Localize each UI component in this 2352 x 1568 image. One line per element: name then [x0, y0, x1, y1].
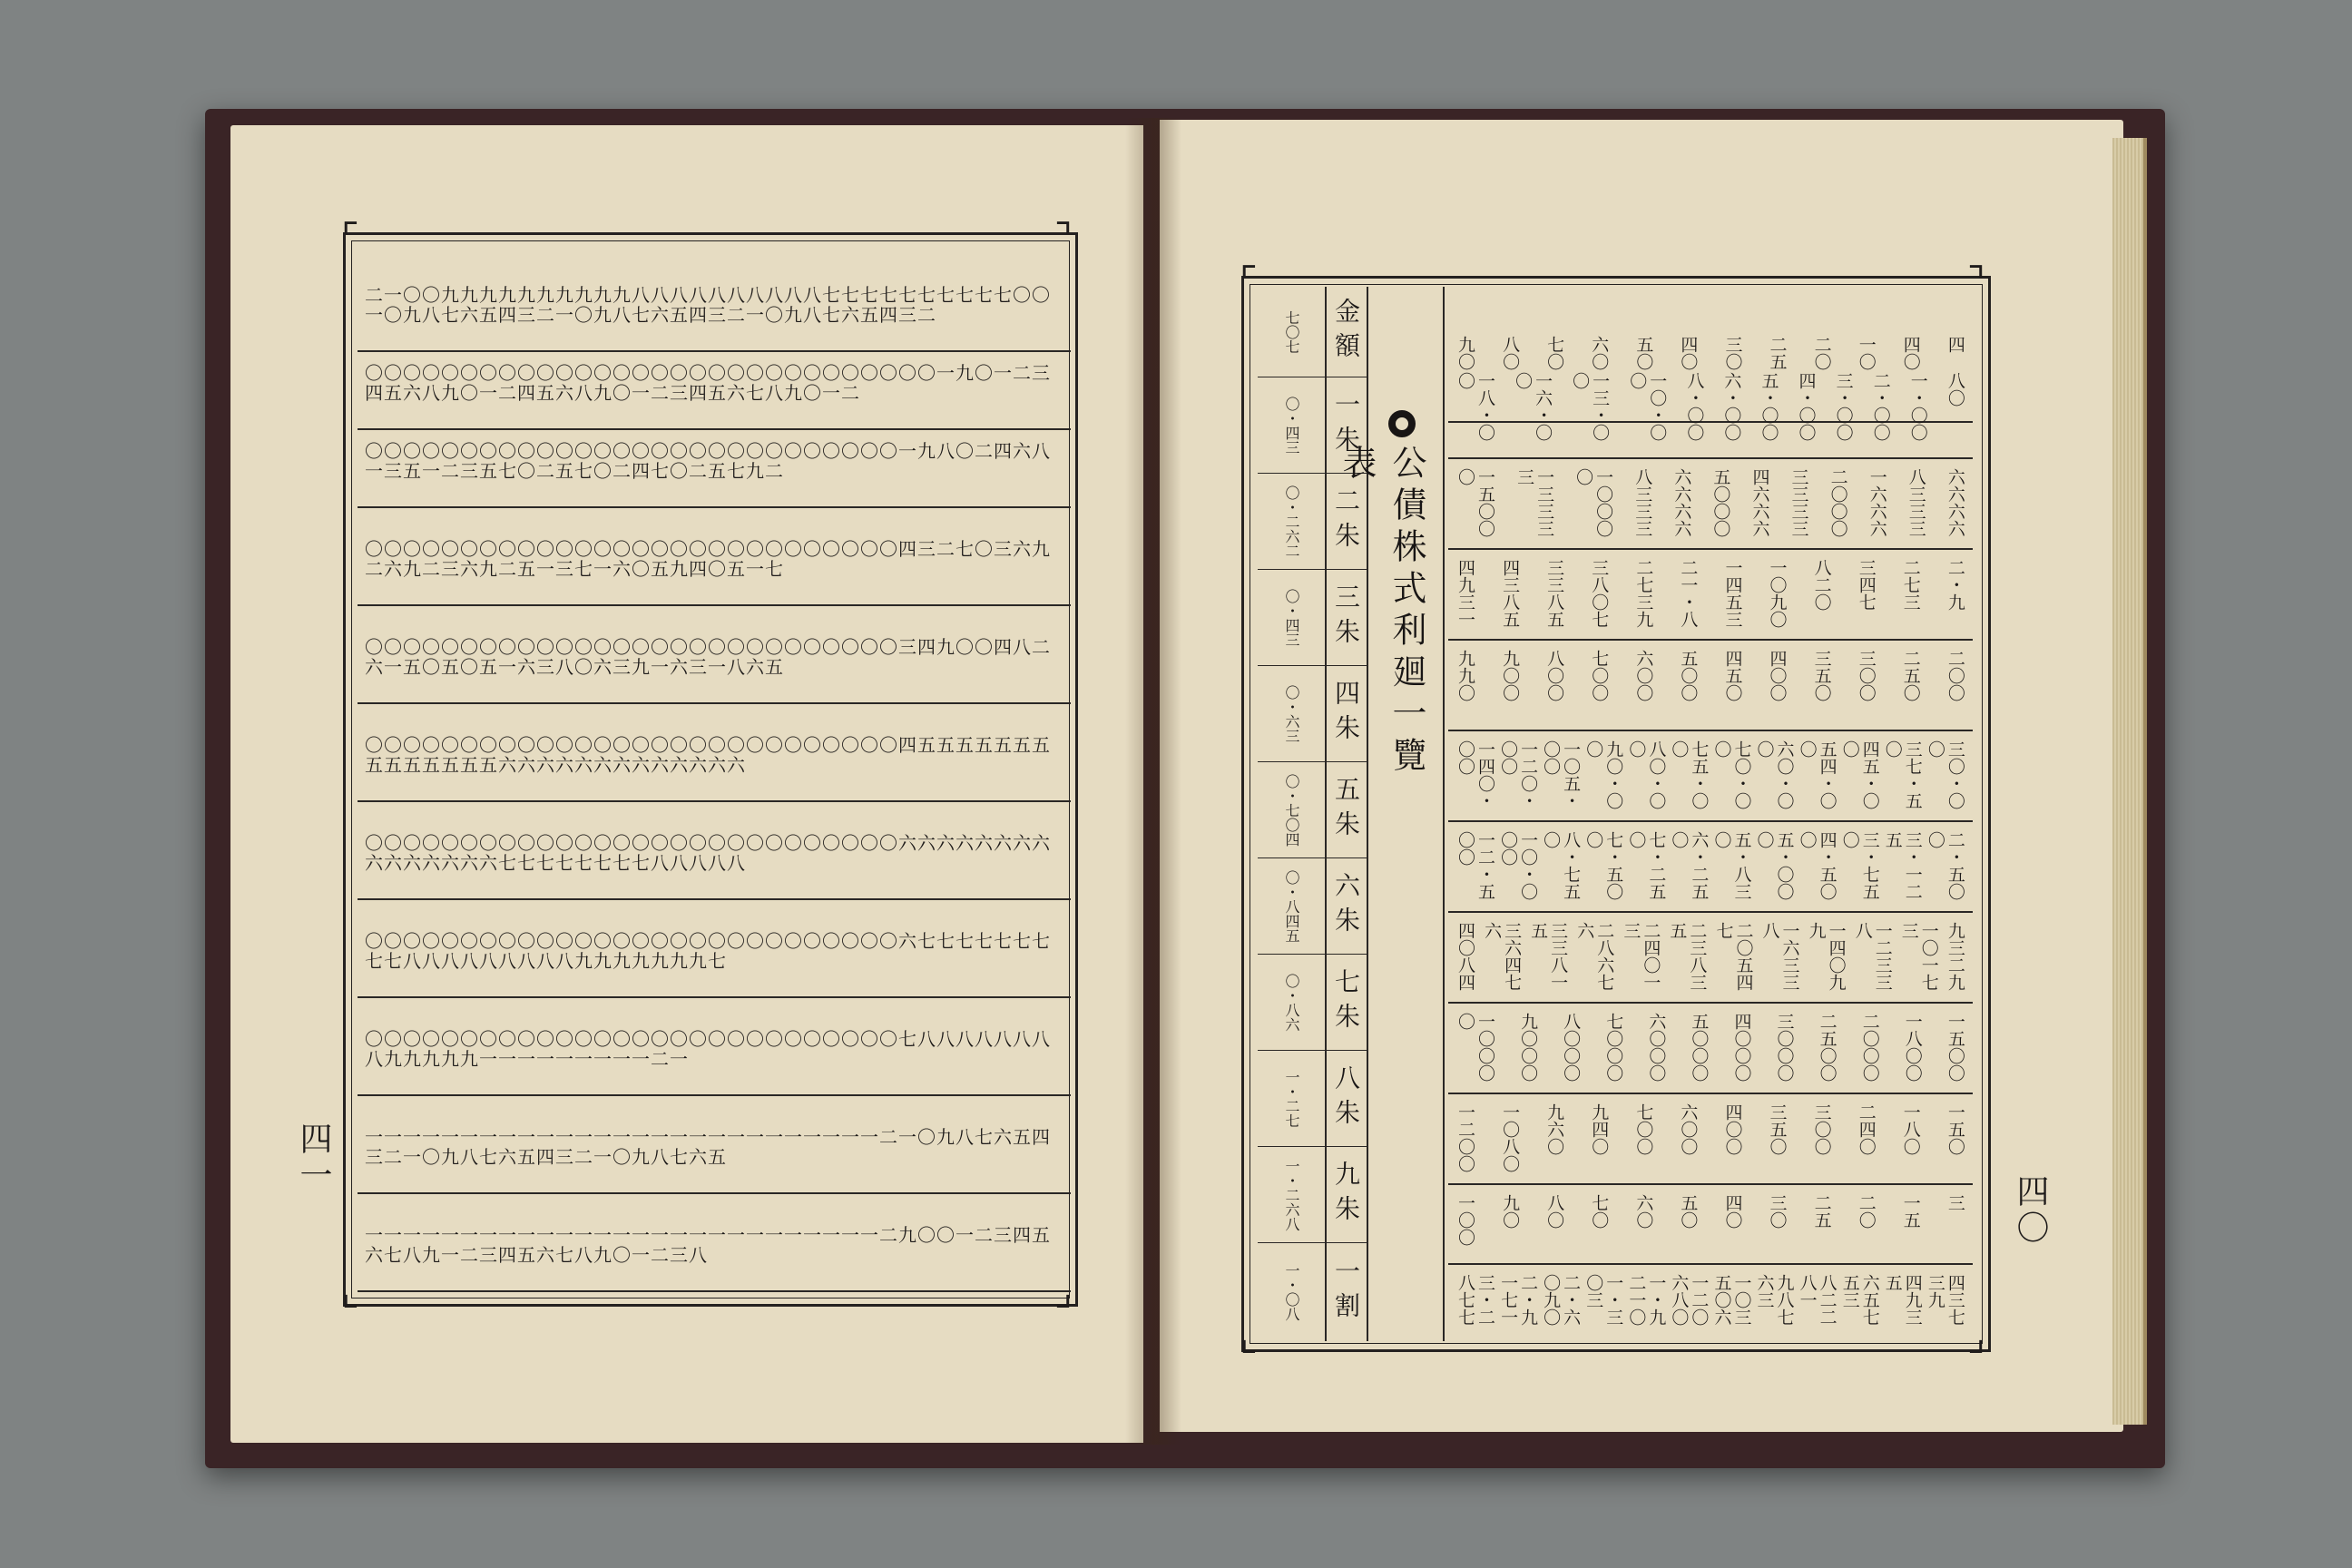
- yield-cell: 五〇〇: [1678, 650, 1699, 701]
- left-row-numbers: 一一一一一一一一一一一一一一一一一一一一一一一一一一一二九〇〇一二三四五六七八九一二三四五六七八九〇一二三八: [365, 1224, 1051, 1266]
- yield-cell: 一〇〇〇〇: [1455, 1013, 1495, 1082]
- yield-row: [1448, 1004, 1973, 1094]
- rate-label: 七朱: [1325, 955, 1367, 1051]
- yield-cell: 三〇〇〇: [1774, 1013, 1795, 1082]
- left-row-numbers: 〇〇〇〇〇〇〇〇〇〇〇〇〇〇〇〇〇〇〇〇〇〇〇〇〇〇〇〇三四九〇〇四八二六一五〇五〇五一六三八〇六三九一六三一八六五: [365, 636, 1051, 678]
- yield-cell: 二五〇〇: [1817, 1013, 1838, 1082]
- yield-row: [1448, 550, 1973, 641]
- yield-cell: 五〇〇〇: [1689, 1013, 1710, 1082]
- yield-cell: 六・二五〇: [1669, 831, 1710, 900]
- rate-value: 七〇七: [1258, 287, 1325, 377]
- rate-label: 二朱: [1325, 474, 1367, 570]
- yield-cell: 一四〇九九: [1806, 922, 1847, 991]
- ornament-corner-icon: ⌟: [1967, 1315, 1985, 1359]
- yield-cell: 七・二五〇: [1626, 831, 1667, 900]
- left-table-row: [358, 1016, 1071, 1096]
- book-gutter: [1125, 118, 1181, 1445]
- yield-cell: 七〇・〇〇: [1711, 740, 1752, 809]
- yield-cell: 八〇: [1945, 372, 1965, 407]
- yield-cell: 一二三三八: [1852, 922, 1893, 991]
- yield-cell: 五・〇〇〇: [1754, 831, 1795, 900]
- yield-cell: 四〇〇〇: [1731, 1013, 1752, 1082]
- yield-row: [1448, 459, 1973, 550]
- rate-label: 三朱: [1325, 570, 1367, 666]
- yield-cell: 二〇〇〇: [1859, 1013, 1880, 1082]
- yield-cell: 三・一二五: [1882, 831, 1923, 900]
- left-table-row: [358, 820, 1071, 900]
- yield-cell: 一〇・〇〇〇: [1498, 831, 1539, 900]
- rate-value: 一・〇八: [1283, 1263, 1300, 1321]
- yield-cell: 一〇三五〇六: [1711, 1274, 1752, 1326]
- yield-cell: 二〇〇〇: [1828, 468, 1848, 537]
- ornament-corner-icon: ⌝: [1054, 215, 1073, 260]
- rate-value: 一・二六八: [1258, 1147, 1325, 1243]
- yield-cell: 五〇: [1678, 1194, 1699, 1229]
- yield-cell: 一五〇〇〇: [1455, 468, 1495, 537]
- yield-cell: 五四・〇〇: [1797, 740, 1838, 809]
- yield-cell: 四九三一: [1455, 559, 1475, 628]
- yield-cell: 九三二九: [1945, 922, 1965, 991]
- yield-cell: 八三三三: [1906, 468, 1926, 537]
- yield-cell: 九〇・〇〇: [1583, 740, 1624, 809]
- yield-cell: 二四〇一三: [1621, 922, 1661, 991]
- yield-cell: 一〇八〇: [1500, 1103, 1521, 1172]
- yield-row: [1448, 1265, 1973, 1341]
- rate-label: 九朱: [1325, 1147, 1367, 1243]
- yield-cell: 二四〇: [1856, 1103, 1877, 1155]
- yield-cell: 一・九二一〇: [1626, 1274, 1667, 1326]
- yield-cell: 一八〇: [1900, 1103, 1921, 1155]
- yield-cell: 一二・五〇〇: [1455, 831, 1495, 900]
- yield-cell: 八〇: [1544, 1194, 1565, 1229]
- yield-cell: 一五: [1900, 1194, 1921, 1229]
- yield-cell: 四〇〇: [1767, 650, 1788, 701]
- rate-value: 〇・四三: [1258, 377, 1325, 474]
- yield-cell: 四五・〇〇: [1839, 740, 1880, 809]
- yield-row: [1448, 913, 1973, 1004]
- yield-cell: 二三八三五: [1667, 922, 1708, 991]
- left-row-numbers: 〇〇〇〇〇〇〇〇〇〇〇〇〇〇〇〇〇〇〇〇〇〇〇〇〇〇〇〇七八八八八八八八八九九九九九一一一一一一一一一二一: [365, 1028, 1051, 1070]
- yield-cell: 六〇: [1633, 1194, 1654, 1229]
- yield-cell: 六〇〇: [1633, 650, 1654, 701]
- yield-cell: 八〇〇: [1544, 650, 1565, 701]
- page-edges: [2112, 138, 2147, 1425]
- right-page-number: 四〇: [2012, 1174, 2049, 1247]
- yield-row: [1448, 731, 1973, 822]
- yield-cell: 二〇: [1811, 336, 1832, 370]
- yield-row: [1448, 641, 1973, 731]
- left-table-row: [358, 624, 1071, 704]
- yield-cell: 三・〇〇: [1833, 372, 1854, 441]
- yield-cell: 四〇: [1900, 336, 1921, 370]
- yield-cell: 一八〇〇: [1902, 1013, 1923, 1082]
- rate-value: 〇・六三: [1258, 666, 1325, 762]
- yield-cell: 五〇: [1633, 336, 1654, 370]
- yield-cell: 三六四七六: [1482, 922, 1523, 991]
- yield-cell: 六五七五三: [1839, 1274, 1880, 1326]
- left-table-row: [358, 428, 1071, 508]
- yield-cell: 二七三九: [1633, 559, 1654, 628]
- yield-cell: 八三三三: [1632, 468, 1653, 537]
- rate-value: 一・二七: [1258, 1051, 1325, 1147]
- yield-cell: 一二〇〇: [1455, 1103, 1475, 1172]
- yield-cell: 三三八一五: [1528, 922, 1569, 991]
- yield-cell: 八〇・〇〇: [1626, 740, 1667, 809]
- ornament-corner-icon: ⌜: [341, 215, 359, 260]
- yield-cell: 六〇・〇〇: [1754, 740, 1795, 809]
- yield-cell: 六六六六: [1671, 468, 1692, 537]
- yield-row: [1448, 822, 1973, 913]
- yield-row: [1448, 363, 1973, 459]
- yield-cell: 九八七六三: [1754, 1274, 1795, 1326]
- yield-cell: 四・五〇〇: [1797, 831, 1838, 900]
- yield-cell: 三八〇七: [1589, 559, 1610, 628]
- yield-cell: 一六・〇〇: [1513, 372, 1553, 441]
- yield-cell: 四: [1945, 336, 1965, 353]
- yield-cell: 七〇〇〇: [1603, 1013, 1624, 1082]
- ornament-corner-icon: ⌜: [1240, 259, 1258, 303]
- ornament-corner-icon: ⌝: [1967, 259, 1985, 303]
- yield-cell: 八〇: [1500, 336, 1521, 370]
- rate-value: 〇・八四五: [1258, 858, 1325, 955]
- left-row-numbers: 〇〇〇〇〇〇〇〇〇〇〇〇〇〇〇〇〇〇〇〇〇〇〇〇〇〇〇〇四三二七〇三六九二六九二三六九二五一三七一六〇五九四〇五一七: [365, 538, 1051, 580]
- yield-cell: 六・〇〇: [1721, 372, 1742, 441]
- left-row-numbers: 〇〇〇〇〇〇〇〇〇〇〇〇〇〇〇〇〇〇〇〇〇〇〇〇〇〇〇〇〇〇一九〇一二三四五六八九〇一二四五六八九〇一二三四五六七八九〇一二: [365, 362, 1051, 404]
- yield-cell: 四〇〇: [1722, 1103, 1743, 1155]
- yield-cell: 一二〇・〇〇: [1498, 740, 1539, 809]
- yield-cell: 二五: [1811, 1194, 1832, 1229]
- left-table-row: [358, 526, 1071, 606]
- yield-cell: 一〇九〇: [1767, 559, 1788, 628]
- yield-cell: 四九三五: [1882, 1274, 1923, 1326]
- yield-row: [1448, 1185, 1973, 1265]
- yield-cell: 七・五〇〇: [1583, 831, 1624, 900]
- yield-cell: 九〇〇: [1500, 650, 1521, 701]
- yield-cell: 二〇五四七: [1713, 922, 1754, 991]
- yield-cell: 四〇: [1722, 1194, 1743, 1229]
- yield-cell: 四六六六: [1749, 468, 1770, 537]
- left-table-row: [358, 272, 1071, 352]
- yield-cell: 三四七: [1856, 559, 1877, 611]
- yield-cell: 三三八五: [1544, 559, 1565, 628]
- yield-cell: 四・〇〇: [1796, 372, 1817, 441]
- yield-cell: 一八・〇〇: [1455, 372, 1495, 441]
- rate-label: 六朱: [1325, 858, 1367, 955]
- yield-cell: 二〇: [1856, 1194, 1877, 1229]
- yield-cell: 九六〇: [1544, 1103, 1565, 1155]
- yield-cell: 九〇〇〇: [1518, 1013, 1539, 1082]
- yield-cell: 八〇〇〇: [1561, 1013, 1582, 1082]
- yield-cell: 一二〇六八〇: [1669, 1274, 1710, 1326]
- left-row-numbers: 〇〇〇〇〇〇〇〇〇〇〇〇〇〇〇〇〇〇〇〇〇〇〇〇〇〇〇〇六七七七七七七七七七八八八八八八八八八九九九九九九九七: [365, 930, 1051, 972]
- yield-cell: 九九〇: [1455, 650, 1475, 701]
- yield-cell: 二七三: [1900, 559, 1921, 611]
- yield-cell: 一〇: [1856, 336, 1877, 370]
- yield-cell: 一〇・〇〇: [1627, 372, 1668, 441]
- yield-cell: 六〇: [1589, 336, 1610, 370]
- yield-cell: 一〇〇: [1455, 1194, 1475, 1246]
- yield-cell: 二・六〇九〇: [1541, 1274, 1582, 1326]
- yield-cell: 二〇〇: [1945, 650, 1965, 701]
- yield-cell: 一・〇〇: [1907, 372, 1928, 441]
- yield-cell: 五・八三〇: [1711, 831, 1752, 900]
- rate-label: 四朱: [1325, 666, 1367, 762]
- rate-value: 〇・七〇四: [1258, 762, 1325, 858]
- yield-cell: 七〇: [1589, 1194, 1610, 1229]
- yield-cell: 二・五〇〇: [1925, 831, 1965, 900]
- yield-cell: 三・七五〇: [1839, 831, 1880, 900]
- yield-cell: 一〇五・〇〇: [1541, 740, 1582, 809]
- yield-cell: 二・九: [1945, 559, 1965, 611]
- rate-value: 〇・二六二: [1258, 474, 1325, 570]
- title-divider: [1443, 287, 1445, 1341]
- yield-cell: 二・九一七一: [1498, 1274, 1539, 1326]
- yield-cell: 一四〇・〇〇: [1455, 740, 1495, 809]
- yield-cell: 二五〇: [1900, 650, 1921, 701]
- yield-cell: 二一・八: [1678, 559, 1699, 628]
- yield-cell: 三・二八七七: [1455, 1274, 1495, 1326]
- yield-cell: 三五〇: [1811, 650, 1832, 701]
- yield-cell: 四三七三九: [1925, 1274, 1965, 1326]
- rate-values-column: [1258, 287, 1327, 1341]
- yield-cell: 五・〇〇: [1759, 372, 1779, 441]
- left-row-numbers: 一一一一一一一一一一一一一一一一一一一一一一一一一一一二一〇九八七六五四三二一〇九八七六五四三二一〇九八七六五: [365, 1126, 1051, 1168]
- rate-value: 〇・四三: [1258, 570, 1325, 666]
- yield-cell: 一三三三三: [1514, 468, 1555, 537]
- yield-cell: 三七・五〇: [1882, 740, 1923, 809]
- yield-cell: 一六六六: [1867, 468, 1887, 537]
- left-table-row: [358, 1212, 1071, 1292]
- yield-cell: 一三・〇〇: [1570, 372, 1611, 441]
- yield-cell: 三〇〇: [1856, 650, 1877, 701]
- rate-label: 一朱: [1325, 377, 1367, 474]
- yield-cell: 七〇〇: [1633, 1103, 1654, 1155]
- yield-cell: 一〇一七三: [1898, 922, 1939, 991]
- yield-cell: 九〇: [1455, 336, 1475, 370]
- left-page-number: 四一: [295, 1122, 332, 1194]
- left-row-numbers: 〇〇〇〇〇〇〇〇〇〇〇〇〇〇〇〇〇〇〇〇〇〇〇〇〇〇〇〇四五五五五五五五五五五五五五五六六六六六六六六六六六六六: [365, 734, 1051, 776]
- yield-cell: 一・三〇三: [1583, 1274, 1624, 1326]
- table-title: 公債株式利廻一覽表: [1337, 445, 1426, 779]
- yield-cell: 三三三三: [1788, 468, 1809, 537]
- rate-label: 一割: [1331, 1258, 1361, 1327]
- yield-cell: 五〇〇〇: [1710, 468, 1731, 537]
- left-row-numbers: 〇〇〇〇〇〇〇〇〇〇〇〇〇〇〇〇〇〇〇〇〇〇〇〇〇〇〇〇六六六六六六六六六六六六六六六七七七七七七七七八八八八八: [365, 832, 1051, 874]
- left-row-numbers: 二一〇〇九九九九九九九九九九八八八八八八八八八八七七七七七七七七七七〇〇一〇九八七六五四三二一〇九八七六五四三二一〇九八七六五四三二: [365, 284, 1051, 326]
- yield-cell: 四五〇: [1722, 650, 1743, 701]
- yield-cell: 八・〇〇: [1684, 372, 1705, 441]
- yield-cell: 四〇八四: [1455, 922, 1475, 991]
- yield-cell: 七〇: [1544, 336, 1565, 370]
- yield-row: [1448, 1094, 1973, 1185]
- yield-cell: 九〇: [1500, 1194, 1521, 1229]
- ornament-corner-icon: ⌟: [1054, 1269, 1073, 1314]
- yield-cell: 四〇: [1678, 336, 1699, 370]
- yield-cell: 二・〇〇: [1870, 372, 1891, 441]
- yield-cell: 一五〇: [1945, 1103, 1965, 1155]
- left-table-row: [358, 722, 1071, 802]
- yield-cell: 一〇〇〇〇: [1573, 468, 1614, 537]
- ornament-corner-icon: ⌞: [341, 1269, 359, 1314]
- yield-cell: 八二二八一: [1797, 1274, 1838, 1326]
- yield-cell: 三〇: [1767, 1194, 1788, 1229]
- yield-cell: 六〇〇: [1678, 1103, 1699, 1155]
- yield-cell: 三五〇: [1767, 1103, 1788, 1155]
- yield-cell: 八二〇: [1811, 559, 1832, 611]
- yield-cell: 一六三三八: [1759, 922, 1800, 991]
- yield-cell: 三〇・〇〇: [1925, 740, 1965, 809]
- yield-cell: 二五: [1767, 336, 1788, 370]
- yield-cell: 六六六六: [1945, 468, 1965, 537]
- yield-cell: 六〇〇〇: [1646, 1013, 1667, 1082]
- ornament-corner-icon: ⌞: [1240, 1315, 1258, 1359]
- circle-mark-icon: [1388, 410, 1416, 437]
- yield-cell: 八・七五〇: [1541, 831, 1582, 900]
- yield-cell: 七〇〇: [1589, 650, 1610, 701]
- yield-cell: 九四〇: [1589, 1103, 1610, 1155]
- yield-cell: 三〇〇: [1811, 1103, 1832, 1155]
- yield-cell: 七五・〇〇: [1669, 740, 1710, 809]
- rate-value: 〇・八六: [1258, 955, 1325, 1051]
- left-table-row: [358, 918, 1071, 998]
- yield-cell: 一四五三: [1722, 559, 1743, 628]
- left-table-row: [358, 1114, 1071, 1194]
- rate-label: 五朱: [1325, 762, 1367, 858]
- left-table-row: [358, 350, 1071, 430]
- yield-cell: 三: [1945, 1194, 1965, 1211]
- column-header: 金額: [1325, 287, 1367, 377]
- yield-cell: 三〇: [1722, 336, 1743, 370]
- yield-cell: 四三八五: [1500, 559, 1521, 628]
- rate-label: 八朱: [1325, 1051, 1367, 1147]
- yield-cell: 一五〇〇: [1945, 1013, 1965, 1082]
- yield-cell: 二八六七六: [1574, 922, 1615, 991]
- left-row-numbers: 〇〇〇〇〇〇〇〇〇〇〇〇〇〇〇〇〇〇〇〇〇〇〇〇〇〇〇〇一九八〇二四六八一三五一二三五七〇二五七〇二四七〇二五七九二: [365, 440, 1051, 482]
